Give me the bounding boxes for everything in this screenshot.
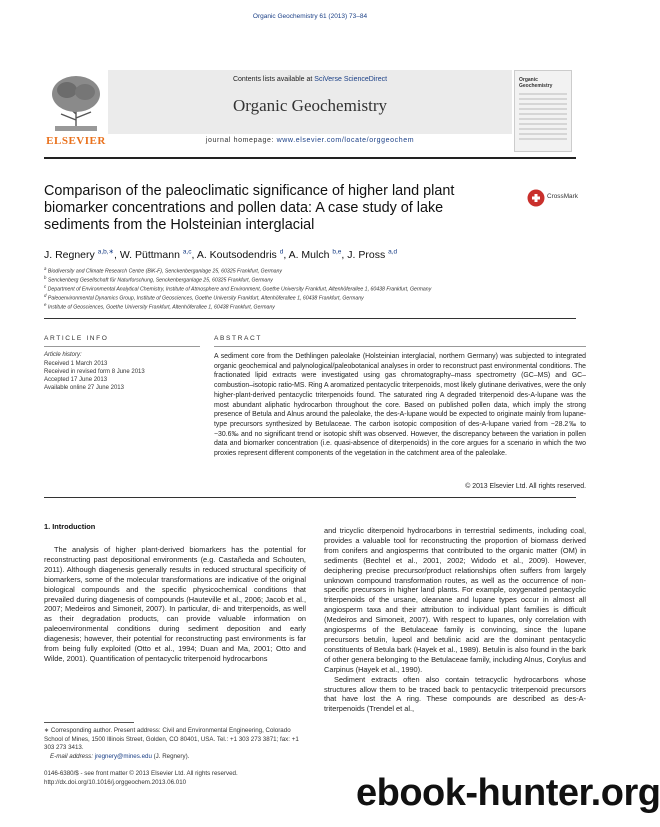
issn-line: 0146-6380/$ - see front matter © 2013 Elsevier Ltd. All rights reserved. xyxy=(44,770,238,777)
crossmark-icon xyxy=(527,189,545,207)
paragraph: Sediment extracts often also contain tetracyclic hydrocarbons whose structures allow them to be traced back to pentacyclic triterpenoid precursors that have lost the A ring. These compounds are described as des-A-triterpenoids (Trendel et al., xyxy=(324,674,586,714)
crossmark-badge[interactable] xyxy=(527,188,582,208)
corresponding-author-note: ∗ Corresponding author. Present address: Civil and Environmental Engineering, Colorado School of Mines, 1500 Illinois Street, Golden, CO 80401, USA. Tel.: +1 303 273 3871; fax: +1 303 273 3413. xyxy=(44,727,299,752)
affiliation-label: e xyxy=(44,302,47,307)
contents-prefix: Contents lists available at xyxy=(232,76,315,83)
author-separator: , xyxy=(283,248,289,261)
author-affil-sup[interactable]: a,c xyxy=(182,248,192,255)
history-item: Received 1 March 2013 xyxy=(44,361,108,367)
author-name: A. Koutsodendris xyxy=(196,248,277,261)
author[interactable] xyxy=(197,249,289,261)
author-name: A. Mulch xyxy=(288,248,330,261)
footnote-rule xyxy=(44,722,134,723)
history-item: Available online 27 June 2013 xyxy=(44,385,124,391)
history-item: Accepted 17 June 2013 xyxy=(44,377,108,383)
author-name: J. Pross xyxy=(347,248,386,261)
journal-title: Organic Geochemistry xyxy=(232,96,388,115)
author-affil-sup[interactable]: d xyxy=(279,248,284,255)
corresponding-footnote xyxy=(44,727,306,761)
cover-image xyxy=(519,93,567,143)
author-name: J. Regnery xyxy=(44,248,95,261)
contents-line xyxy=(108,76,512,83)
history-label: Article history: xyxy=(44,352,82,358)
author-affil-sup[interactable]: a,b,∗ xyxy=(97,248,114,255)
affiliation xyxy=(44,301,584,312)
header-rule xyxy=(44,157,576,159)
author-affil-sup[interactable]: a,d xyxy=(388,248,398,255)
affiliation-text: Biodiversity and Climate Research Centre (BiK-F), Senckenberganlage 25, 60325 Frankfurt, Germany xyxy=(47,268,282,275)
section-heading: 1. Introduction xyxy=(44,522,96,531)
article-info-heading: ARTICLE INFO xyxy=(44,335,109,342)
author[interactable] xyxy=(44,249,120,261)
intro-left-column xyxy=(44,545,306,664)
email-suffix: (J. Regnery). xyxy=(151,752,190,760)
affiliation-label: b xyxy=(44,275,47,280)
sciencedirect-link[interactable]: SciVerse ScienceDirect xyxy=(314,76,388,83)
cover-title: Organic Geochemistry xyxy=(519,77,553,89)
copyright: © 2013 Elsevier Ltd. All rights reserved. xyxy=(465,483,586,490)
homepage-link[interactable]: www.elsevier.com/locate/orggeochem xyxy=(276,137,415,144)
author-name: W. Püttmann xyxy=(119,248,180,261)
affiliation-label: d xyxy=(44,293,47,298)
doi-link[interactable]: http://dx.doi.org/10.1016/j.orggeochem.2013.06.010 xyxy=(44,779,187,786)
abstract-text: A sediment core from the Dethlingen paleolake (Holsteinian interglacial, northern Germany) was subjected to integrated organic geochemical and palynological/paleobotanical analyses in order to reconstruct past environmental conditions. The fractionated lipid extracts were investigated using gas chromatography–mass spectrometry (GC–MS) and GC–combustion–isotopic ratio-MS. Ring A aromatized pentacyclic triterpenoids, most likely glutinane derivatives, were the only higher-plant-derived pentacyclic triterpenoids found. The saturated ring A degraded triterpenoid des-A-lupane was the most abundant aliphatic hydrocarbon throughout the core. Based on published pollen data, which imply the strong presence of Betula and Alnus around the paleolake, the des-A-lupane would be expected to originate mainly from lupane-type precursors synthesized by Betulaceae. The carbon isotopic composition of des-A-lupane varied from −28.2‰ to −30.6‰ and no significant trend or isotopic shift was observed. However, the discrepancy between the variation in pollen data and biomarker concentration (i.e. quasi-absence of diterpenoids) in the core argues for a scenario in which the two proxies represent different components of the vegetation in the catchment area of the paleolake. xyxy=(214,353,586,458)
affiliation-text: Senckenberg Gesellschaft für Naturforschung, Senckenberganlage 25, 60325 Frankfurt, Germany xyxy=(47,277,273,284)
author[interactable] xyxy=(347,249,397,261)
watermark xyxy=(352,768,660,824)
abstract-heading: ABSTRACT xyxy=(214,335,262,342)
affiliation-text: Department of Environmental Analytical Chemistry, Institute of Atmosphere and Environment, Goethe University Frankfurt, Altenhöferallee 1, 60438 Frankfurt, Germany xyxy=(47,286,432,293)
history-item: Received in revised form 8 June 2013 xyxy=(44,369,145,375)
paragraph: The analysis of higher plant-derived biomarkers has the potential for reconstructing past depositional environments (e.g. Castañeda and Schouten, 2011). Although diagenesis generally results in reduced structural specificity of biomarkers, some of the molecular transformations are indicative of the original biological compounds and the specific physicochemical conditions that prevailed during diagenesis of compounds (Hauteville et al., 2006; Jacob et al., 2007; Medeiros and Simoneit, 2007). In particular, di- and triterpenoids, as well as their degradation products, can provide valuable information on paleoenvironmental conditions during sediment deposition and early diagenesis; however, their potential for reconstructing past environments is far from being fully exploited (Otto et al., 1994; Duan and Ma, 2001; Otto and Wilde, 2001). Quantification of pentacyclic triterpenoid hydrocarbons xyxy=(44,545,306,663)
author-separator: , xyxy=(341,248,348,261)
divider xyxy=(44,318,576,319)
author[interactable] xyxy=(289,249,348,261)
crossmark-label: CrossMark xyxy=(547,193,578,200)
elsevier-wordmark: ELSEVIER xyxy=(46,135,106,147)
affiliation-label: a xyxy=(44,266,47,271)
email-link[interactable]: jregnery@mines.edu xyxy=(94,752,152,760)
intro-right-column xyxy=(324,526,586,714)
divider xyxy=(214,346,586,347)
article-title: Comparison of the paleoclimatic significance of higher land plant biomarker concentrations and pollen data: A case study of lake sediments from the Holsteinian interglacial xyxy=(44,183,455,233)
author-separator: , xyxy=(191,248,197,261)
homepage-prefix: journal homepage: xyxy=(205,137,277,144)
journal-homepage xyxy=(108,137,512,144)
journal-reference[interactable]: Organic Geochemistry 61 (2013) 73–84 xyxy=(252,13,368,20)
divider xyxy=(44,346,200,347)
author-affil-sup[interactable]: b,e xyxy=(332,248,342,255)
journal-cover-thumbnail[interactable] xyxy=(514,70,572,152)
watermark-text: ebook-hunter.org xyxy=(356,772,660,814)
author-separator: , xyxy=(114,248,120,261)
email-line xyxy=(44,753,306,762)
author[interactable] xyxy=(120,249,197,261)
affiliation-text: Paleoenvironmental Dynamics Group, Institute of Geosciences, Goethe University Frankfurt, Altenhöferallee 1, 60438 Frankfurt, Germany xyxy=(47,295,364,302)
author-list xyxy=(44,247,584,261)
affiliation-label: c xyxy=(44,284,47,289)
elsevier-logo[interactable] xyxy=(45,70,107,150)
paragraph: and tricyclic diterpenoid hydrocarbons in terrestrial sediments, including coal, provides a valuable tool for reconstructing the proportion of biomass derived from conifers and angiosperms that contributed to the organic matter (OM) in sediments (Bechtel et al., 2001, 2002; Widodo et al., 2009). However, deciphering precise precursor/product relationships often suffers from largely unknown compound transformation routes, as well as the occurrence of non-specific precursors in higher land plants. For example, oxygenated pentacyclic triterpenoids of the ursane, oleanane and lupane types occur in almost all angiosperm taxa and their attribution to individual plant families is difficult (Medeiros and Simoneit, 2007). With respect to lupanes, only correlation with angiosperms of the Betulaceae family is convincing, since the lupane precursors betulin, lupeol and betulinic acid are the dominant pentacyclic constituents of Betula bark (Hayek et al., 1989). Betulin is also found in the bark of other genera belonging to the Betulaceae family, including Alnus, Corylus and Carpinus (Hayek et al., 1990). xyxy=(324,526,586,674)
divider xyxy=(44,497,576,498)
affiliation-text: Institute of Geosciences, Goethe University Frankfurt, Altenhöferallee 1, 60438 Frankfurt, Germany xyxy=(47,304,275,311)
email-label: E-mail address: xyxy=(50,752,95,760)
